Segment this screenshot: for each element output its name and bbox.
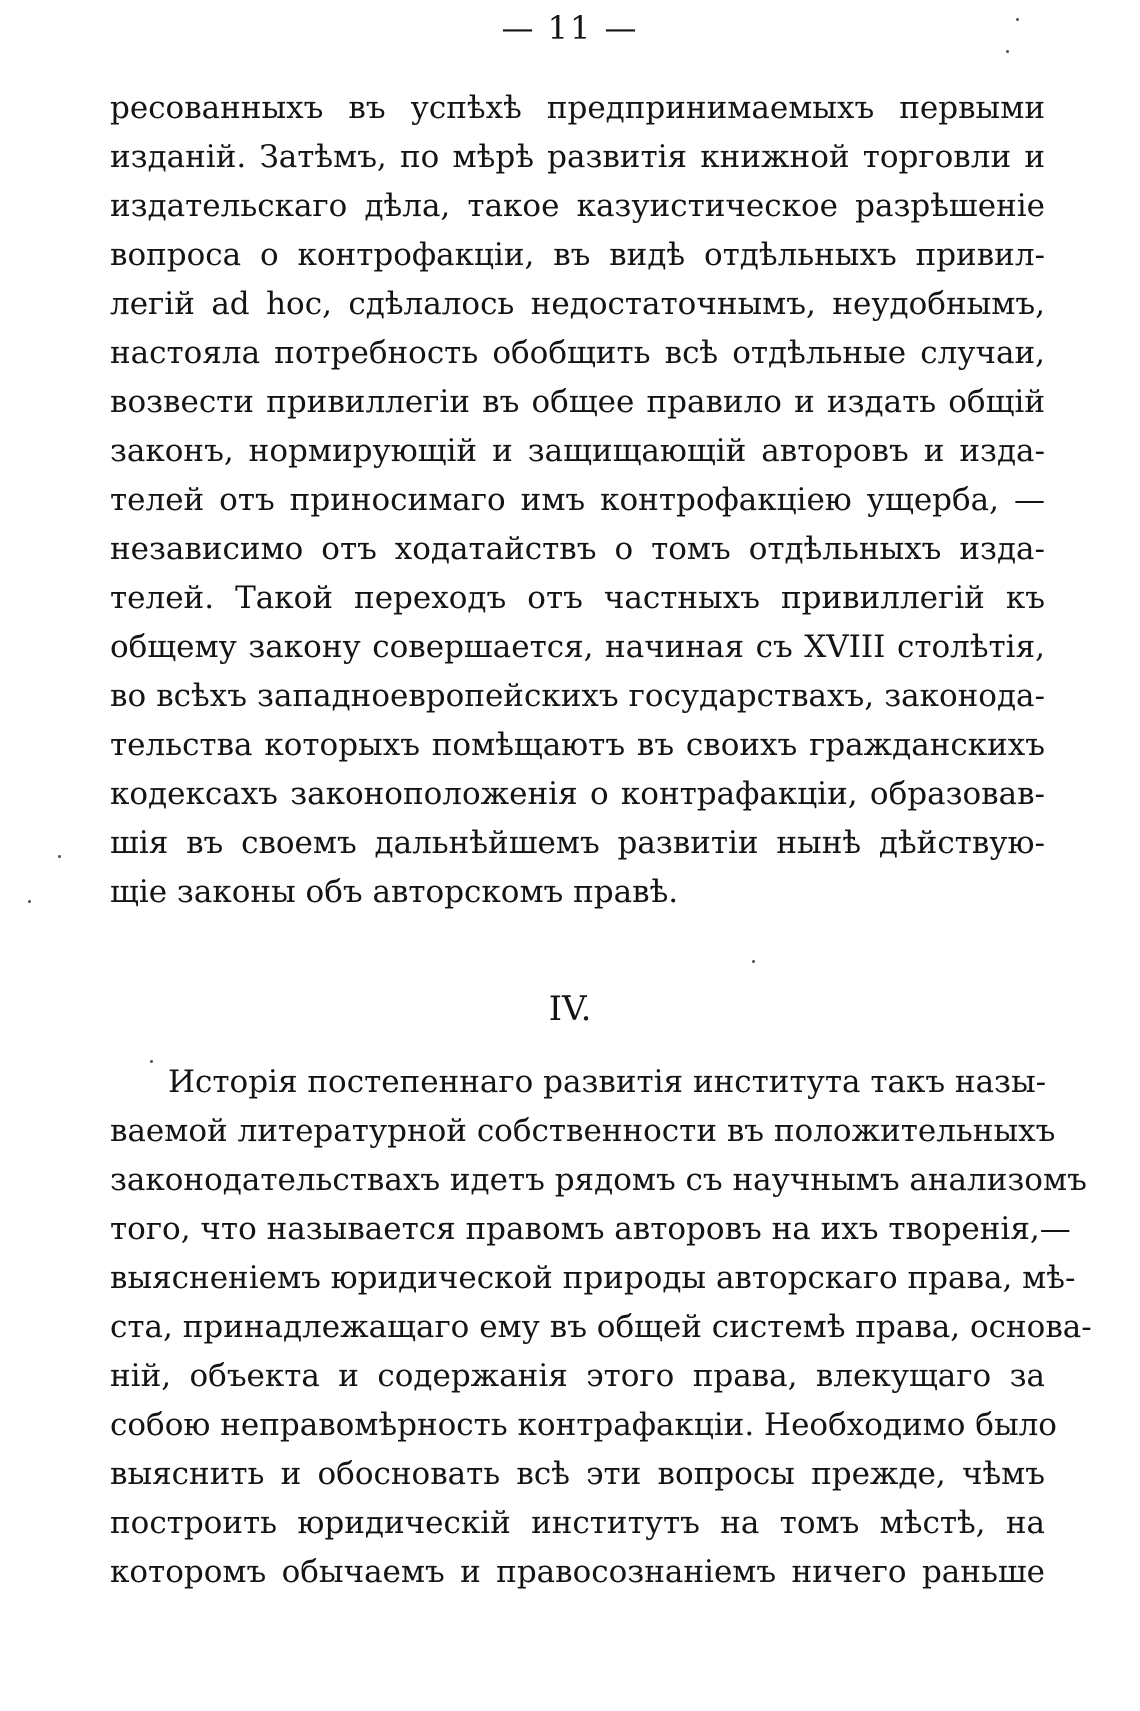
text-line: кодексахъ законоположенія о контрафакціи, образовав- — [110, 776, 1045, 812]
page-number: — 11 — — [501, 9, 639, 47]
text-line: возвести привиллегіи въ общее правило и издать общій — [110, 384, 1045, 420]
scan-speck — [1016, 18, 1019, 21]
text-line: которомъ обычаемъ и правосознаніемъ ничего раньше — [110, 1554, 1045, 1590]
text-line: изданій. Затѣмъ, по мѣрѣ развитія книжной торговли и — [110, 139, 1045, 175]
text-line: ній, объекта и содержанія этого права, влекущаго за — [110, 1358, 1045, 1394]
text-line: общему закону совершается, начиная съ XVIII столѣтія, — [110, 629, 1045, 665]
text-line: ваемой литературной собственности въ положительныхъ — [110, 1113, 1056, 1149]
text-line: телей отъ приносимаго имъ контрофакціею ущерба, — — [110, 482, 1045, 518]
text-line: вопроса о контрофакціи, въ видѣ отдѣльныхъ привил- — [110, 237, 1045, 273]
scan-speck — [752, 960, 755, 963]
text-line: настояла потребность обобщить всѣ отдѣльные случаи, — [110, 335, 1045, 371]
text-line: тельства которыхъ помѣщаютъ въ своихъ гражданскихъ — [110, 727, 1045, 763]
text-line: ресованныхъ въ успѣхѣ предпринимаемыхъ первыми — [110, 90, 1045, 126]
text-line: собою неправомѣрность контрафакціи. Необходимо было — [110, 1407, 1057, 1443]
paragraph-1 — [110, 84, 1045, 917]
text-line: щіе законы объ авторскомъ правѣ. — [110, 874, 679, 910]
scan-speck — [58, 855, 61, 858]
text-line: независимо отъ ходатайствъ о томъ отдѣльныхъ изда- — [110, 531, 1045, 567]
paragraph-2 — [110, 1058, 1092, 1597]
text-line: выясненіемъ юридической природы авторскаго права, мѣ- — [110, 1260, 1076, 1296]
text-line: шія въ своемъ дальнѣйшемъ развитіи нынѣ дѣйствую- — [110, 825, 1045, 861]
text-line: законъ, нормирующій и защищающій авторовъ и изда- — [110, 433, 1045, 469]
text-line: издательскаго дѣла, такое казуистическое разрѣшеніе — [110, 188, 1045, 224]
section-heading: IV. — [548, 989, 592, 1029]
text-line: Исторія постепеннаго развитія института такъ назы- — [168, 1064, 1047, 1100]
text-line: законодательствахъ идетъ рядомъ съ научнымъ анализомъ — [110, 1162, 1087, 1198]
text-line: того, что называется правомъ авторовъ на ихъ творенія,— — [110, 1211, 1071, 1247]
scan-speck — [150, 1060, 153, 1063]
scan-speck — [28, 900, 31, 903]
text-line: легій ad hoc, сдѣлалось недостаточнымъ, неудобнымъ, — [110, 286, 1045, 322]
text-line: телей. Такой переходъ отъ частныхъ привиллегій къ — [110, 580, 1045, 616]
text-line: ста, принадлежащаго ему въ общей системѣ права, основа- — [110, 1309, 1092, 1345]
text-line: во всѣхъ западноевропейскихъ государствахъ, законода- — [110, 678, 1045, 714]
scan-speck — [1006, 50, 1009, 53]
text-line: построить юридическій институтъ на томъ мѣстѣ, на — [110, 1505, 1045, 1541]
text-line: выяснить и обосновать всѣ эти вопросы прежде, чѣмъ — [110, 1456, 1045, 1492]
